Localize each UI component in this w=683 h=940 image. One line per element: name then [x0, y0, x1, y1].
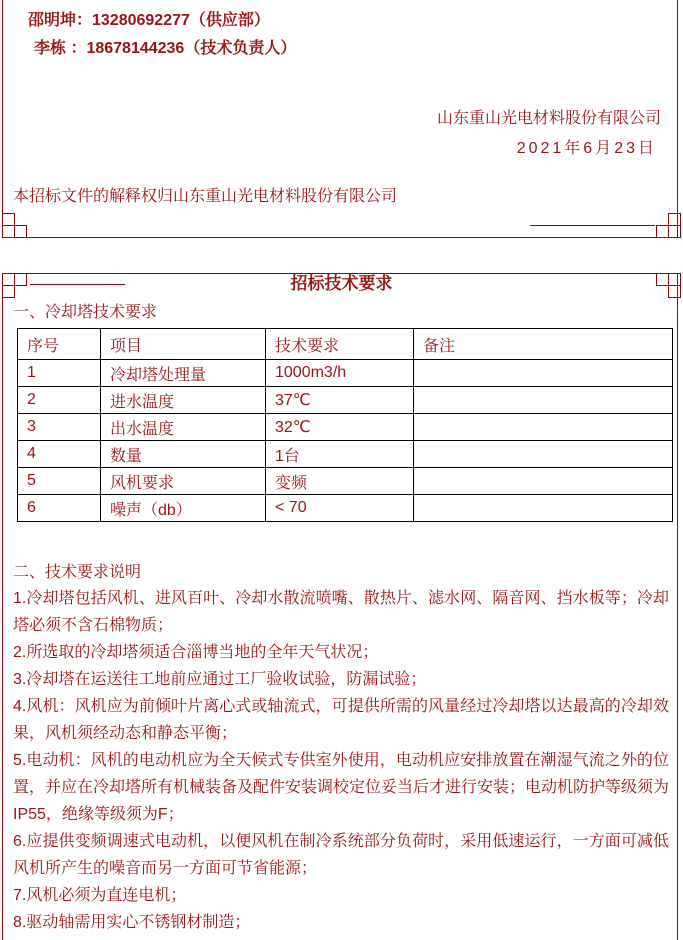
table-cell: 数量	[101, 441, 266, 468]
contact-line-technical: 李栋 ：18678144236（技术负责人）	[34, 40, 297, 57]
table-cell	[414, 360, 673, 387]
table-cell: 风机要求	[101, 468, 266, 495]
table-cell: 1台	[266, 441, 414, 468]
page2-border-accent-line	[30, 284, 125, 285]
table-header-cell: 项目	[101, 329, 266, 360]
disclaimer-text: 本招标文件的解释权归山东重山光电材料股份有限公司	[13, 188, 398, 205]
contact-block	[0, 0, 683, 63]
table-cell	[414, 387, 673, 414]
table-row	[18, 360, 673, 387]
table-cell: 4	[18, 441, 101, 468]
table-header-row	[18, 329, 673, 360]
table-header-cell: 技术要求	[266, 329, 414, 360]
table-row	[18, 441, 673, 468]
table-cell	[414, 468, 673, 495]
table-cell: < 70	[266, 495, 414, 522]
page2-border-left	[2, 273, 3, 940]
table-cell: 噪声（db）	[101, 495, 266, 522]
page2-corner-ornament-left	[14, 273, 27, 286]
table-row	[18, 414, 673, 441]
table-cell: 3	[18, 414, 101, 441]
page1-border-accent-line	[530, 225, 655, 226]
spec-paragraph: 2.所选取的冷却塔须适合淄博当地的全年天气状况；	[13, 644, 379, 661]
table-cell: 冷却塔处理量	[101, 360, 266, 387]
spec-paragraph: 1.冷却塔包括风机、进风百叶、冷却水散流喷嘴、散热片、滤水网、隔音网、挡水板等；冷却塔必须不含石棉物质；	[13, 590, 669, 634]
page2-corner-ornament-right	[668, 285, 681, 298]
page1-corner-ornament-left	[14, 225, 27, 238]
table-cell: 进水温度	[101, 387, 266, 414]
table-cell: 5	[18, 468, 101, 495]
spec-paragraph: 8.驱动轴需用实心不锈钢材制造；	[13, 914, 251, 931]
table-row	[18, 495, 673, 522]
section-heading-cooling-tower: 一、冷却塔技术要求	[13, 304, 158, 321]
table-cell	[414, 414, 673, 441]
company-name: 山东重山光电材料股份有限公司	[436, 110, 661, 127]
page1-border-bottom	[2, 237, 678, 238]
page-2	[0, 273, 683, 940]
table-cell: 37℃	[266, 387, 414, 414]
table-cell: 2	[18, 387, 101, 414]
page-title: 招标技术要求	[290, 274, 393, 293]
table-header-cell: 备注	[414, 329, 673, 360]
requirements-table	[17, 328, 673, 522]
page2-border-right	[677, 273, 678, 940]
table-cell: 6	[18, 495, 101, 522]
table-cell: 变频	[266, 468, 414, 495]
table-cell: 1	[18, 360, 101, 387]
table-cell	[414, 441, 673, 468]
section-heading-spec-notes: 二、技术要求说明	[13, 564, 142, 581]
spec-paragraphs	[0, 585, 683, 936]
table-cell	[414, 495, 673, 522]
table-row	[18, 468, 673, 495]
page1-corner-ornament-right	[668, 225, 681, 238]
spec-paragraph: 5.电动机：风机的电动机应为全天候式专供室外使用，电动机应安排放置在潮湿气流之外的位置，并应在冷却塔所有机械装备及配件安装调校定位妥当后才进行安装；电动机防护等级须为IP55，绝缘等级须为F；	[13, 752, 670, 823]
table-header-cell: 序号	[18, 329, 101, 360]
contact-line-supply: 邵明坤：13280692277（供应部）	[28, 12, 270, 29]
table-cell: 出水温度	[101, 414, 266, 441]
spec-paragraph: 3.冷却塔在运送往工地前应通过工厂验收试验，防漏试验；	[13, 671, 427, 688]
table-cell: 32℃	[266, 414, 414, 441]
page2-border-top	[2, 273, 678, 274]
document-date: 2021年6月23日	[516, 140, 657, 157]
page2-corner-ornament-left	[2, 285, 15, 298]
page1-border-right	[677, 0, 678, 237]
page1-border-left	[2, 0, 3, 237]
spec-paragraph: 6.应提供变频调速式电动机，以便风机在制冷系统部分负荷时，采用低速运行，一方面可减低风机所产生的噪音而另一方面可节省能源；	[13, 833, 669, 877]
spec-paragraph: 4.风机：风机应为前倾叶片离心式或轴流式，可提供所需的风量经过冷却塔以达最高的冷却效果，风机须经动态和静态平衡；	[13, 698, 669, 742]
page-1	[0, 0, 683, 247]
spec-paragraph: 7.风机必须为直连电机；	[13, 887, 187, 904]
table-cell: 1000m3/h	[266, 360, 414, 387]
table-row	[18, 387, 673, 414]
